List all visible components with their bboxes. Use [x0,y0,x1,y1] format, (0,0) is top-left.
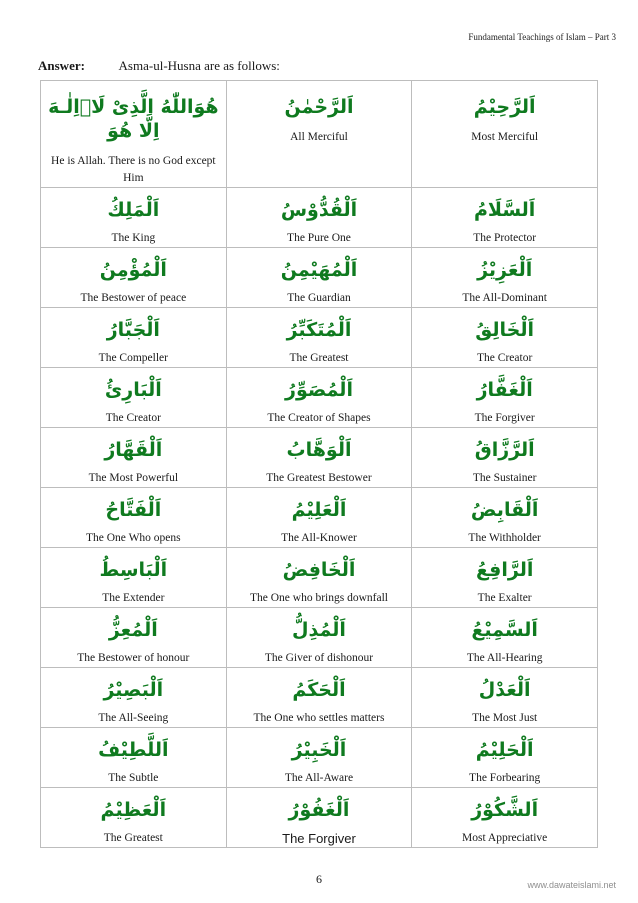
english-meaning: The Greatest Bestower [266,472,372,484]
arabic-name: اَلْجَبَّارُ [106,319,160,341]
name-cell [412,728,598,788]
answer-text: Asma-ul-Husna are as follows: [118,58,280,73]
table-row [41,248,598,308]
arabic-name: اَلسَّمِیْعُ [471,619,538,641]
english-meaning: The Creator of Shapes [267,412,371,424]
arabic-name: اَلْخَبِیْرُ [291,739,347,761]
name-cell [41,608,227,668]
arabic-name: اَلرَّافِعُ [475,559,534,581]
name-cell [226,308,412,368]
english-meaning: The Bestower of honour [77,652,190,664]
name-cell [41,81,227,188]
arabic-name: اَلْمُهَیْمِنُ [280,259,358,281]
english-meaning: The Exalter [477,592,532,604]
arabic-name: اَلشَّكُوْرُ [471,799,539,821]
arabic-name: اَلْبَاسِطُ [99,559,168,581]
table-row [41,548,598,608]
arabic-name: اَلرَّزَّاقُ [474,439,535,461]
name-cell [226,368,412,428]
arabic-name: اَلْخَالِقُ [475,319,535,341]
english-meaning: The Compeller [98,352,168,364]
english-meaning: Most Merciful [471,131,539,143]
english-meaning: The One who brings downfall [249,592,388,604]
english-meaning: The Forgiver [474,412,535,424]
table-row [41,608,598,668]
site-watermark: www.dawateislami.net [527,880,616,890]
name-cell [412,488,598,548]
arabic-name: اَلْقُدُّوْسُ [280,199,358,221]
page-number: 6 [316,872,322,886]
name-cell [412,368,598,428]
english-meaning: The Forgiver [282,831,356,846]
english-meaning: The Extender [102,592,165,604]
name-cell [41,668,227,728]
arabic-name: اَلْمُصَوِّرُ [285,379,353,401]
english-meaning: The King [111,232,156,244]
english-meaning: The Creator [477,352,533,364]
arabic-name: اَلْمُؤْمِنُ [99,259,167,281]
name-cell [226,548,412,608]
english-meaning: All Merciful [290,131,348,143]
names-table-body [41,81,598,848]
name-cell [41,548,227,608]
arabic-name: اَلْعَلِیْمُ [291,499,347,521]
names-table-container [40,80,598,848]
name-cell [412,428,598,488]
arabic-name: اَلرَّحْمٰنُ [284,96,354,118]
name-cell [412,668,598,728]
english-meaning: The All-Hearing [466,652,543,664]
name-cell [412,188,598,248]
arabic-name: اَلْعَظِیْمُ [100,799,167,821]
name-cell [226,728,412,788]
table-row [41,668,598,728]
arabic-name: اَلْبَصِیْرُ [103,679,164,701]
english-meaning: He is Allah. There is no God except Him [51,155,216,184]
english-meaning: Most Appreciative [462,832,548,844]
arabic-name: اَلْغَفُوْرُ [288,799,350,821]
english-meaning: The Withholder [468,532,541,544]
english-meaning: The Most Just [472,712,538,724]
arabic-name: اَلْمُعِزُّ [108,619,158,641]
arabic-name: اَلْعَدْلُ [478,679,531,701]
arabic-name: اَلسَّلَامُ [473,199,536,221]
table-row [41,428,598,488]
name-cell [412,248,598,308]
english-meaning: The Creator [105,412,161,424]
english-meaning: The Pure One [287,232,351,244]
arabic-name: اَلْحَكَمُ [292,679,346,701]
table-row [41,368,598,428]
arabic-name: اَلْحَلِیْمُ [475,739,534,761]
arabic-name: اَللَّطِیْفُ [98,739,169,761]
english-meaning: The Greatest [103,832,163,844]
table-row [41,788,598,848]
name-cell [226,488,412,548]
name-cell [41,428,227,488]
table-row [41,728,598,788]
arabic-name: اَلْوَهَّابُ [286,439,352,461]
name-cell [412,548,598,608]
arabic-name: اَلْقَهَّارُ [104,439,163,461]
name-cell [412,788,598,848]
table-row [41,308,598,368]
table-row [41,188,598,248]
name-cell [41,788,227,848]
name-cell [412,608,598,668]
name-cell [226,668,412,728]
english-meaning: The All-Seeing [98,712,169,724]
name-cell [226,188,412,248]
answer-label: Answer: [38,58,85,73]
arabic-name: اَلْعَزِیْزُ [477,259,533,281]
arabic-name: اَلرَّحِیْمُ [473,96,536,118]
english-meaning: The All-Aware [284,772,354,784]
arabic-name: اَلْمُذِلُّ [292,619,346,641]
name-cell [41,308,227,368]
name-cell [226,428,412,488]
arabic-name: اَلْمُتَكَبِّرُ [286,319,352,341]
arabic-name: اَلْقَابِضُ [470,499,539,521]
names-table [40,80,598,848]
table-row [41,81,598,188]
english-meaning: The Bestower of peace [80,292,187,304]
running-header: Fundamental Teachings of Islam – Part 3 [468,32,616,42]
arabic-name: اَلْمَلِكُ [107,199,160,221]
table-row [41,488,598,548]
name-cell [226,788,412,848]
arabic-name: اَلْبَارِئُ [104,379,162,401]
english-meaning: The Most Powerful [88,472,179,484]
english-meaning: The Protector [473,232,537,244]
arabic-name: اَلْغَفَّارُ [476,379,533,401]
english-meaning: The One who settles matters [253,712,385,724]
english-meaning: The Subtle [108,772,159,784]
answer-line [38,58,280,74]
arabic-name: هُوَاللّٰهُ الَّذِیْ لَاۤاِلٰـهَ اِلَّا هُوَ [48,96,219,142]
english-meaning: The One Who opens [86,532,181,544]
english-meaning: The Sustainer [472,472,537,484]
english-meaning: The All-Knower [281,532,357,544]
english-meaning: The Forbearing [469,772,541,784]
english-meaning: The Greatest [289,352,349,364]
name-cell [41,488,227,548]
english-meaning: The All-Dominant [462,292,547,304]
name-cell [226,248,412,308]
name-cell [226,81,412,188]
name-cell [41,728,227,788]
name-cell [41,248,227,308]
name-cell [41,368,227,428]
name-cell [412,308,598,368]
name-cell [41,188,227,248]
arabic-name: اَلْفَتَّاحُ [105,499,162,521]
english-meaning: The Giver of dishonour [264,652,374,664]
name-cell [226,608,412,668]
arabic-name: اَلْخَافِضُ [282,559,356,581]
english-meaning: The Guardian [287,292,351,304]
name-cell [412,81,598,188]
